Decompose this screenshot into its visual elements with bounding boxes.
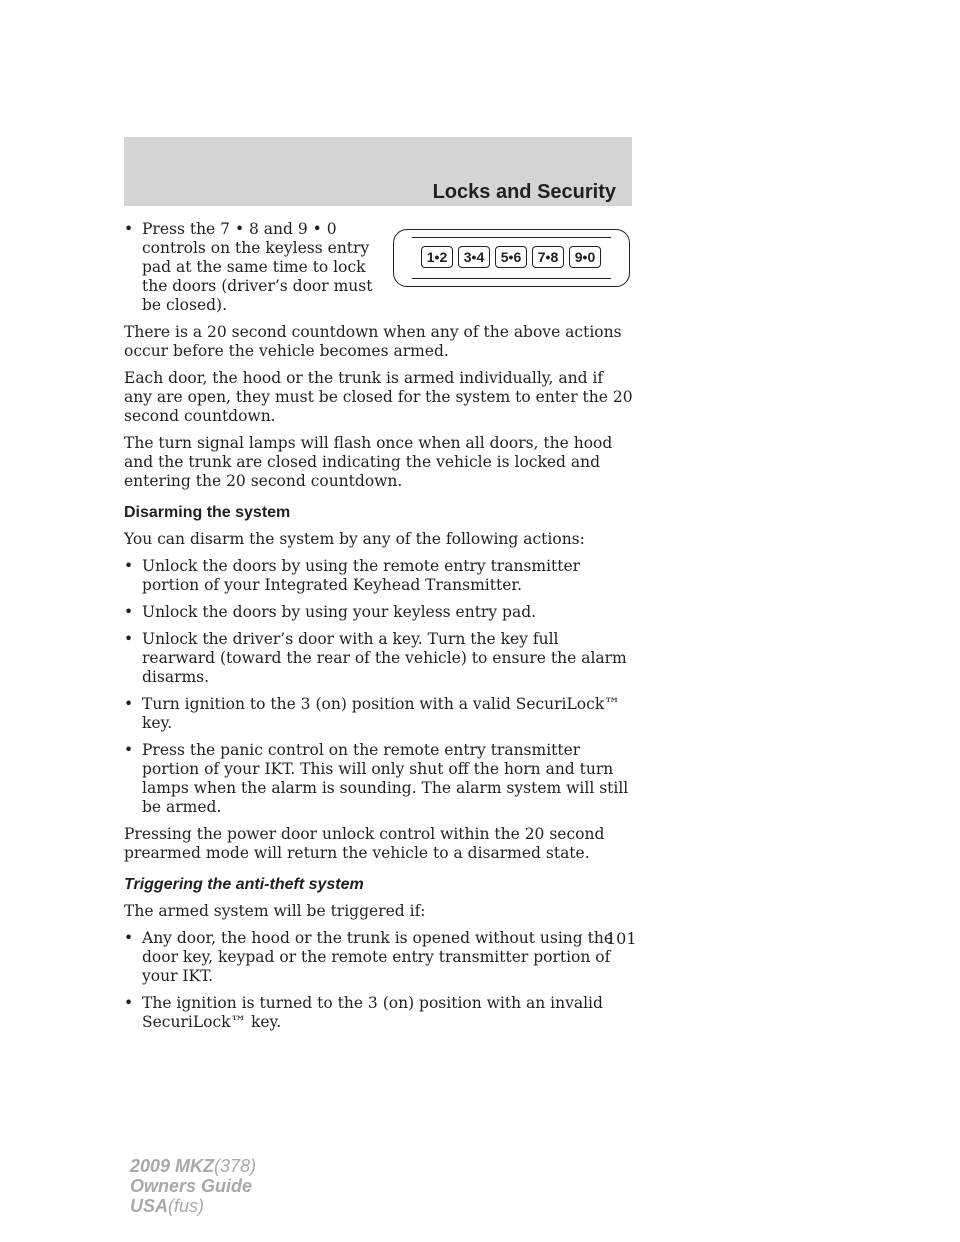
page-number: 101 [606, 929, 637, 948]
footer-line-1 [130, 1156, 256, 1176]
footer-label [130, 1156, 256, 1216]
bullet-text: Turn ignition to the 3 (on) position with a valid SecuriLock™ key. [142, 695, 620, 732]
keypad-key-3-4: 3•4 [458, 246, 490, 268]
keypad-key-5-6: 5•6 [495, 246, 527, 268]
bullet-dot: • [124, 929, 134, 947]
keypad-key-7-8: 7•8 [532, 246, 564, 268]
paragraph-turn-signal: The turn signal lamps will flash once when all doors, the hood and the trunk are closed indicating the vehicle is locked and entering the 20 second countdown. [124, 434, 613, 490]
bullet-disarm-1 [124, 557, 634, 595]
bullet-dot: • [124, 741, 134, 759]
bullet-trigger-2 [124, 994, 634, 1032]
footer-line-2: Owners Guide [130, 1176, 253, 1196]
footer-market-code: (fus) [168, 1196, 205, 1216]
bullet-trigger-1 [124, 929, 634, 986]
section-title: Locks and Security [432, 181, 616, 203]
paragraph-armed: Each door, the hood or the trunk is armed individually, and if any are open, they must be closed for the system to enter the 20 second countdown. [124, 369, 633, 425]
bullet-disarm-4 [124, 695, 634, 733]
bullet-lock [124, 220, 382, 315]
bullet-disarm-3 [124, 630, 634, 687]
keypad-key-1-2: 1•2 [421, 246, 453, 268]
bullet-dot: • [124, 220, 134, 238]
paragraph-countdown: There is a 20 second countdown when any of the above actions occur before the vehicle becomes armed. [124, 323, 622, 360]
bullet-dot: • [124, 695, 134, 713]
bullet-disarm-5 [124, 741, 634, 817]
bullet-text: Unlock the doors by using the remote entry transmitter portion of your Integrated Keyhead Transmitter. [142, 557, 581, 594]
bullet-disarm-2 [124, 603, 634, 622]
footer-market: USA [130, 1196, 169, 1216]
bullet-dot: • [124, 603, 134, 621]
bullet-text: Any door, the hood or the trunk is opened without using the door key, keypad or the remote entry transmitter portion of your IKT. [142, 929, 614, 985]
footer-model: 2009 MKZ [130, 1156, 215, 1176]
bullet-text: Unlock the driver’s door with a key. Turn the key full rearward (toward the rear of the vehicle) to ensure the alarm disarms. [142, 630, 627, 686]
footer-line-3 [130, 1196, 256, 1216]
footer-model-code: (378) [214, 1156, 257, 1176]
keypad-key-9-0: 9•0 [569, 246, 601, 268]
heading-triggering: Triggering the anti-theft system [124, 876, 364, 893]
bullet-dot: • [124, 994, 134, 1012]
header-band [124, 137, 632, 206]
paragraph-prearmed: Pressing the power door unlock control within the 20 second prearmed mode will return the vehicle to a disarmed state. [124, 825, 605, 862]
paragraph-disarm-intro: You can disarm the system by any of the following actions: [124, 530, 585, 548]
heading-disarming: Disarming the system [124, 504, 291, 521]
bullet-text: Press the panic control on the remote entry transmitter portion of your IKT. This will only shut off the horn and turn lamps when the alarm is sounding. The alarm system will still be armed. [142, 741, 629, 816]
bullet-dot: • [124, 557, 134, 575]
bullet-text: Unlock the doors by using your keyless entry pad. [142, 603, 537, 621]
bullet-text: The ignition is turned to the 3 (on) position with an invalid SecuriLock™ key. [142, 994, 603, 1031]
paragraph-trigger-intro: The armed system will be triggered if: [124, 902, 426, 920]
bullet-dot: • [124, 630, 134, 648]
bullet-text: Press the 7 • 8 and 9 • 0 controls on the keyless entry pad at the same time to lock the doors (driver’s door must be closed). [142, 220, 373, 314]
page-content [124, 220, 634, 1040]
